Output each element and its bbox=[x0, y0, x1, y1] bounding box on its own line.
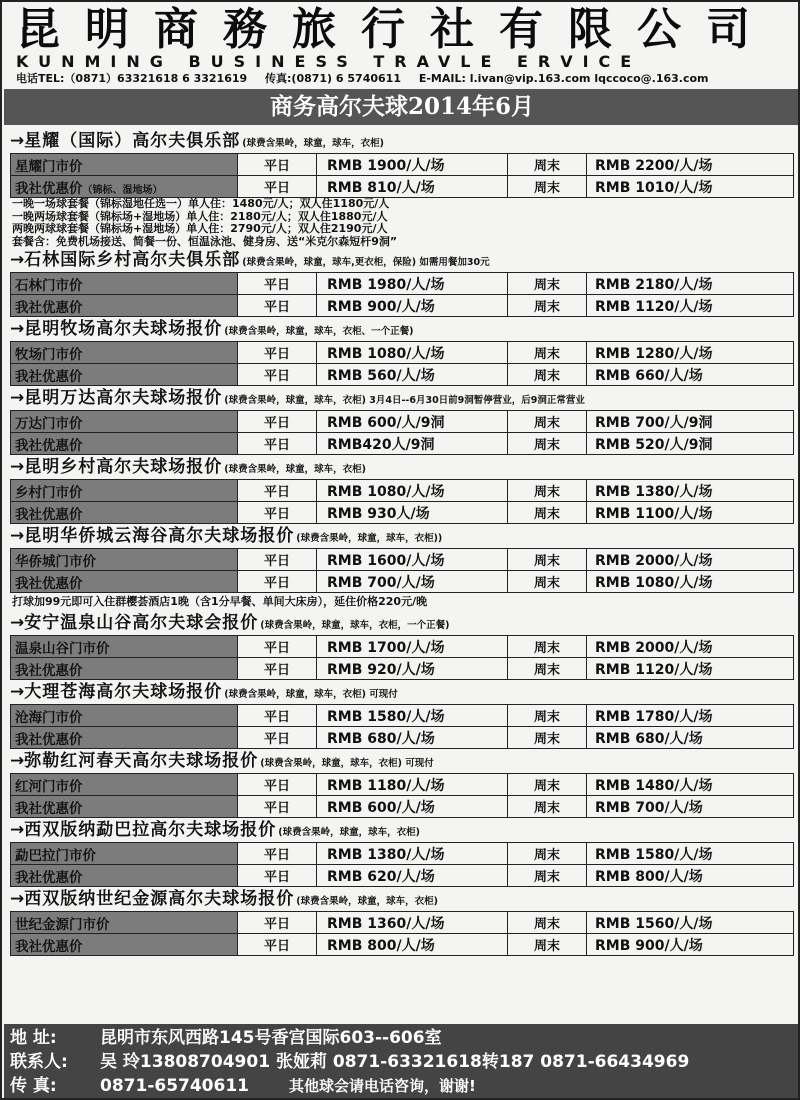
rate-label-text: 华侨城门市价 bbox=[15, 553, 96, 570]
rate-label-text: 红河门市价 bbox=[15, 778, 83, 795]
weekday-price: RMB 680/人/场 bbox=[317, 727, 508, 749]
weekday-price: RMB 920/人/场 bbox=[317, 658, 508, 680]
footer bbox=[4, 1024, 800, 1100]
rate-label bbox=[11, 934, 238, 956]
weekend-label: 周末 bbox=[508, 480, 587, 502]
club-section bbox=[10, 680, 794, 749]
price-row bbox=[11, 865, 794, 887]
price-table bbox=[10, 635, 794, 680]
package-note: 打球加99元即可入住群樱荟酒店1晚（含1分早餐、单间大床房），延住价格220元/晚 bbox=[12, 595, 428, 608]
club-note: (球费含果岭，球童，球车，衣柜) 3月4日--6月30日前9洞暂停营业，后9洞正常营业 bbox=[224, 395, 585, 406]
weekend-label: 周末 bbox=[508, 774, 587, 796]
price-row bbox=[11, 843, 794, 865]
rate-label bbox=[11, 571, 238, 593]
weekend-label: 周末 bbox=[508, 295, 587, 317]
club-name: 西双版纳勐巴拉高尔夫球场报价 bbox=[24, 820, 277, 840]
weekday-price: RMB 1600/人/场 bbox=[317, 549, 508, 571]
weekday-price: RMB 800/人/场 bbox=[317, 934, 508, 956]
arrow-icon: → bbox=[10, 131, 25, 151]
club-title bbox=[10, 248, 794, 272]
rate-label-text: 我社优惠价 bbox=[15, 731, 83, 748]
weekday-label: 平日 bbox=[238, 774, 317, 796]
weekday-label: 平日 bbox=[238, 480, 317, 502]
package-note: 两晚两球球套餐（锦标场+湿地场）单人住：2790元/人；双人住2190元/人 bbox=[12, 222, 388, 235]
club-title bbox=[10, 680, 794, 704]
club-title bbox=[10, 455, 794, 479]
price-table bbox=[10, 341, 794, 386]
rate-label-text: 我社优惠价 bbox=[15, 368, 83, 385]
weekday-label: 平日 bbox=[238, 934, 317, 956]
weekend-label: 周末 bbox=[508, 796, 587, 818]
rate-label-text: 石林门市价 bbox=[15, 277, 83, 294]
weekday-price: RMB 1980/人/场 bbox=[317, 273, 508, 295]
weekend-price: RMB 2000/人/场 bbox=[587, 549, 794, 571]
address-label: 地 址: bbox=[10, 1028, 57, 1048]
rate-label-text: 牧场门市价 bbox=[15, 346, 83, 363]
weekend-price: RMB 700/人/场 bbox=[587, 796, 794, 818]
weekend-price: RMB 1280/人/场 bbox=[587, 342, 794, 364]
rate-label bbox=[11, 796, 238, 818]
weekend-label: 周末 bbox=[508, 912, 587, 934]
weekend-label: 周末 bbox=[508, 502, 587, 524]
fax-label: 传 真: bbox=[10, 1076, 57, 1096]
arrow-icon: → bbox=[10, 613, 25, 633]
club-note: (球费含果岭，球童，球车，衣柜) bbox=[296, 896, 438, 907]
rate-label bbox=[11, 636, 238, 658]
rate-label bbox=[11, 364, 238, 386]
price-row bbox=[11, 705, 794, 727]
weekend-price: RMB 2000/人/场 bbox=[587, 636, 794, 658]
club-name: 安宁温泉山谷高尔夫球会报价 bbox=[24, 613, 259, 633]
rate-label-text: 沧海门市价 bbox=[15, 709, 83, 726]
weekend-label: 周末 bbox=[508, 934, 587, 956]
rate-label bbox=[11, 176, 238, 198]
weekend-label: 周末 bbox=[508, 843, 587, 865]
price-row bbox=[11, 912, 794, 934]
footer-address bbox=[10, 1026, 794, 1050]
weekday-label: 平日 bbox=[238, 433, 317, 455]
price-row bbox=[11, 658, 794, 680]
weekday-label: 平日 bbox=[238, 636, 317, 658]
rate-label bbox=[11, 273, 238, 295]
rate-label bbox=[11, 912, 238, 934]
weekend-price: RMB 2180/人/场 bbox=[587, 273, 794, 295]
club-title bbox=[10, 524, 794, 548]
weekday-price: RMB 700/人/场 bbox=[317, 571, 508, 593]
price-row bbox=[11, 364, 794, 386]
weekday-price: RMB 1360/人/场 bbox=[317, 912, 508, 934]
rate-label bbox=[11, 549, 238, 571]
weekend-price: RMB 1120/人/场 bbox=[587, 295, 794, 317]
weekend-label: 周末 bbox=[508, 433, 587, 455]
price-row bbox=[11, 636, 794, 658]
contact-line bbox=[16, 71, 788, 87]
weekday-price: RMB 600/人/9洞 bbox=[317, 411, 508, 433]
package-note: 一晚两场球套餐（锦标场+湿地场）单人住：2180元/人；双人住1880元/人 bbox=[12, 209, 388, 223]
rate-label-text: 万达门市价 bbox=[15, 415, 83, 432]
club-note: (球费含果岭，球童，球车，衣柜) bbox=[224, 464, 366, 475]
weekday-label: 平日 bbox=[238, 342, 317, 364]
weekday-label: 平日 bbox=[238, 796, 317, 818]
weekend-price: RMB 1120/人/场 bbox=[587, 658, 794, 680]
rate-label bbox=[11, 865, 238, 887]
weekday-price: RMB 1900/人/场 bbox=[317, 154, 508, 176]
weekday-label: 平日 bbox=[238, 571, 317, 593]
weekend-price: RMB 680/人/场 bbox=[587, 727, 794, 749]
club-title bbox=[10, 386, 794, 410]
weekend-price: RMB 1580/人/场 bbox=[587, 843, 794, 865]
weekday-price: RMB420人/9洞 bbox=[317, 433, 508, 455]
weekend-label: 周末 bbox=[508, 154, 587, 176]
rate-label-text: 我社优惠价 bbox=[15, 299, 83, 316]
footer-contacts bbox=[10, 1050, 794, 1074]
club-title bbox=[10, 887, 794, 911]
weekend-price: RMB 520/人/9洞 bbox=[587, 433, 794, 455]
rate-label bbox=[11, 774, 238, 796]
rate-label bbox=[11, 843, 238, 865]
price-table bbox=[10, 272, 794, 317]
weekend-label: 周末 bbox=[508, 658, 587, 680]
price-table bbox=[10, 704, 794, 749]
rate-label-text: 我社优惠价 bbox=[15, 437, 83, 454]
rate-label-text: 勐巴拉门市价 bbox=[15, 847, 96, 864]
weekday-label: 平日 bbox=[238, 658, 317, 680]
company-name-en: KUNMING BUSINESS TRAVLE ERVICE bbox=[16, 52, 642, 71]
club-name: 石林国际乡村高尔夫俱乐部 bbox=[24, 250, 241, 270]
club-title bbox=[10, 611, 794, 635]
rate-label bbox=[11, 411, 238, 433]
weekend-label: 周末 bbox=[508, 273, 587, 295]
club-section bbox=[10, 818, 794, 887]
weekend-label: 周末 bbox=[508, 176, 587, 198]
arrow-icon: → bbox=[10, 751, 25, 771]
rate-label-text: 我社优惠价 bbox=[15, 800, 83, 817]
weekend-price: RMB 1480/人/场 bbox=[587, 774, 794, 796]
price-row bbox=[11, 796, 794, 818]
price-table bbox=[10, 773, 794, 818]
club-note: (球费含果岭，球童，球车，衣柜) 可现付 bbox=[224, 689, 398, 700]
weekend-price: RMB 1780/人/场 bbox=[587, 705, 794, 727]
page-title: 商务高尔夫球2014年6月 bbox=[4, 89, 800, 125]
weekday-label: 平日 bbox=[238, 912, 317, 934]
price-table bbox=[10, 842, 794, 887]
rate-label-text: 我社优惠价 bbox=[15, 575, 83, 592]
club-section bbox=[10, 455, 794, 524]
club-name: 大理苍海高尔夫球场报价 bbox=[24, 682, 223, 702]
weekend-label: 周末 bbox=[508, 549, 587, 571]
contact-label: 联系人: bbox=[10, 1052, 68, 1072]
weekend-label: 周末 bbox=[508, 411, 587, 433]
club-name: 昆明乡村高尔夫球场报价 bbox=[24, 457, 223, 477]
club-note: (球费含果岭，球童，球车，衣柜) 可现付 bbox=[260, 758, 434, 769]
club-title bbox=[10, 749, 794, 773]
rate-label-note: （锦标、湿地场） bbox=[82, 184, 163, 196]
club-section bbox=[10, 887, 794, 956]
arrow-icon: → bbox=[10, 820, 25, 840]
weekend-price: RMB 700/人/9洞 bbox=[587, 411, 794, 433]
club-section bbox=[10, 749, 794, 818]
weekday-price: RMB 930人/场 bbox=[317, 502, 508, 524]
arrow-icon: → bbox=[10, 319, 25, 339]
weekday-price: RMB 1380/人/场 bbox=[317, 843, 508, 865]
arrow-icon: → bbox=[10, 388, 25, 408]
arrow-icon: → bbox=[10, 682, 25, 702]
weekday-price: RMB 620/人/场 bbox=[317, 865, 508, 887]
rate-label-text: 我社优惠价 bbox=[15, 662, 83, 679]
price-row bbox=[11, 774, 794, 796]
address-value: 昆明市东风西路145号香宫国际603--606室 bbox=[100, 1028, 442, 1048]
rate-label-text: 星耀门市价 bbox=[15, 158, 83, 175]
weekday-label: 平日 bbox=[238, 843, 317, 865]
weekday-label: 平日 bbox=[238, 727, 317, 749]
price-row bbox=[11, 411, 794, 433]
weekday-price: RMB 600/人/场 bbox=[317, 796, 508, 818]
price-row bbox=[11, 154, 794, 176]
club-title bbox=[10, 317, 794, 341]
fax-value: 0871-65740611 bbox=[100, 1076, 249, 1096]
weekday-price: RMB 1080/人/场 bbox=[317, 480, 508, 502]
weekday-label: 平日 bbox=[238, 705, 317, 727]
weekend-price: RMB 1380/人/场 bbox=[587, 480, 794, 502]
club-section bbox=[10, 611, 794, 680]
weekday-label: 平日 bbox=[238, 865, 317, 887]
weekday-label: 平日 bbox=[238, 411, 317, 433]
rate-label-text: 我社优惠价 bbox=[15, 938, 83, 955]
weekend-label: 周末 bbox=[508, 865, 587, 887]
club-section bbox=[10, 129, 794, 248]
weekend-label: 周末 bbox=[508, 636, 587, 658]
weekend-label: 周末 bbox=[508, 727, 587, 749]
weekend-price: RMB 1080/人/场 bbox=[587, 571, 794, 593]
footer-tip: 其他球会请电话咨询，谢谢! bbox=[289, 1077, 476, 1095]
rate-label bbox=[11, 480, 238, 502]
weekday-price: RMB 900/人/场 bbox=[317, 295, 508, 317]
weekday-label: 平日 bbox=[238, 364, 317, 386]
weekday-label: 平日 bbox=[238, 295, 317, 317]
price-table bbox=[10, 548, 794, 593]
weekend-price: RMB 1010/人/场 bbox=[587, 176, 794, 198]
price-row bbox=[11, 273, 794, 295]
weekend-price: RMB 900/人/场 bbox=[587, 934, 794, 956]
rate-label bbox=[11, 433, 238, 455]
weekend-price: RMB 800/人/场 bbox=[587, 865, 794, 887]
rate-label-text: 世纪金源门市价 bbox=[15, 916, 110, 933]
rate-label bbox=[11, 154, 238, 176]
rate-label bbox=[11, 342, 238, 364]
arrow-icon: → bbox=[10, 457, 25, 477]
club-section bbox=[10, 386, 794, 455]
arrow-icon: → bbox=[10, 526, 25, 546]
weekend-label: 周末 bbox=[508, 705, 587, 727]
club-title bbox=[10, 129, 794, 153]
club-name: 昆明牧场高尔夫球场报价 bbox=[24, 319, 223, 339]
price-table bbox=[10, 153, 794, 198]
price-table bbox=[10, 479, 794, 524]
price-row bbox=[11, 176, 794, 198]
club-name: 弥勒红河春天高尔夫球场报价 bbox=[24, 751, 259, 771]
club-note: (球费含果岭，球童，球车，衣柜，一个正餐) bbox=[260, 620, 450, 631]
club-title bbox=[10, 818, 794, 842]
rate-label bbox=[11, 502, 238, 524]
weekday-price: RMB 560/人/场 bbox=[317, 364, 508, 386]
rate-label bbox=[11, 658, 238, 680]
weekend-label: 周末 bbox=[508, 571, 587, 593]
arrow-icon: → bbox=[10, 250, 25, 270]
package-note: 一晚一场球套餐（锦标湿地任选一）单人住：1480元/人；双人住1180元/人 bbox=[12, 197, 390, 210]
price-row bbox=[11, 502, 794, 524]
price-row bbox=[11, 934, 794, 956]
rate-label-text: 我社优惠价 bbox=[15, 506, 83, 523]
footer-fax bbox=[10, 1074, 794, 1098]
weekday-label: 平日 bbox=[238, 273, 317, 295]
rate-label bbox=[11, 295, 238, 317]
price-row bbox=[11, 571, 794, 593]
contact-value: 吴 玲13808704901 张娅莉 0871-63321618转187 0871-66434969 bbox=[100, 1052, 690, 1072]
club-name: 西双版纳世纪金源高尔夫球场报价 bbox=[24, 889, 295, 909]
weekday-label: 平日 bbox=[238, 502, 317, 524]
weekday-price: RMB 1080/人/场 bbox=[317, 342, 508, 364]
arrow-icon: → bbox=[10, 889, 25, 909]
price-row bbox=[11, 480, 794, 502]
club-name: 昆明万达高尔夫球场报价 bbox=[24, 388, 223, 408]
weekday-label: 平日 bbox=[238, 549, 317, 571]
weekday-price: RMB 1180/人/场 bbox=[317, 774, 508, 796]
club-name: 星耀（国际）高尔夫俱乐部 bbox=[24, 131, 241, 151]
weekday-label: 平日 bbox=[238, 176, 317, 198]
company-name-cn: 昆明商務旅行社有限公司 bbox=[16, 4, 775, 55]
fax-text: 传真:(0871) 6 5740611 bbox=[265, 72, 401, 85]
weekday-label: 平日 bbox=[238, 154, 317, 176]
weekend-price: RMB 1100/人/场 bbox=[587, 502, 794, 524]
rate-label-text: 我社优惠价 bbox=[15, 180, 83, 197]
club-section bbox=[10, 317, 794, 386]
weekend-price: RMB 1560/人/场 bbox=[587, 912, 794, 934]
weekend-label: 周末 bbox=[508, 364, 587, 386]
club-list bbox=[10, 129, 794, 956]
weekend-price: RMB 2200/人/场 bbox=[587, 154, 794, 176]
weekend-price: RMB 660/人/场 bbox=[587, 364, 794, 386]
club-section bbox=[10, 248, 794, 317]
price-row bbox=[11, 727, 794, 749]
club-note: (球费含果岭，球童，球车，衣柜) bbox=[242, 138, 384, 149]
price-row bbox=[11, 433, 794, 455]
club-note: (球费含果岭，球童，球车,更衣柜，保险) 如需用餐加30元 bbox=[242, 257, 490, 268]
club-note: (球费含果岭，球童，球车，衣柜、一个正餐) bbox=[224, 326, 414, 337]
email-text: E-MAIL: l.ivan@vip.163.com lqccoco@.163.com bbox=[418, 72, 709, 85]
price-table bbox=[10, 410, 794, 455]
price-row bbox=[11, 549, 794, 571]
club-note: (球费含果岭，球童，球车，衣柜)) bbox=[296, 533, 443, 544]
price-row bbox=[11, 295, 794, 317]
package-note: 套餐含：免费机场接送、简餐一份、恒温泳池、健身房、送“米克尔森短杆9洞” bbox=[12, 234, 398, 248]
rate-label-text: 我社优惠价 bbox=[15, 869, 83, 886]
rate-label bbox=[11, 727, 238, 749]
weekday-price: RMB 1580/人/场 bbox=[317, 705, 508, 727]
rate-label-text: 乡村门市价 bbox=[15, 484, 83, 501]
rate-label bbox=[11, 705, 238, 727]
phone-text: 电话TEL:（0871）63321618 6 3321619 bbox=[16, 72, 248, 85]
club-section bbox=[10, 524, 794, 611]
club-note: (球费含果岭，球童，球车，衣柜) bbox=[278, 827, 420, 838]
club-name: 昆明华侨城云海谷高尔夫球场报价 bbox=[24, 526, 295, 546]
price-table bbox=[10, 911, 794, 956]
price-row bbox=[11, 342, 794, 364]
weekend-label: 周末 bbox=[508, 342, 587, 364]
weekday-price: RMB 1700/人/场 bbox=[317, 636, 508, 658]
weekday-price: RMB 810/人/场 bbox=[317, 176, 508, 198]
rate-label-text: 温泉山谷门市价 bbox=[15, 640, 110, 657]
